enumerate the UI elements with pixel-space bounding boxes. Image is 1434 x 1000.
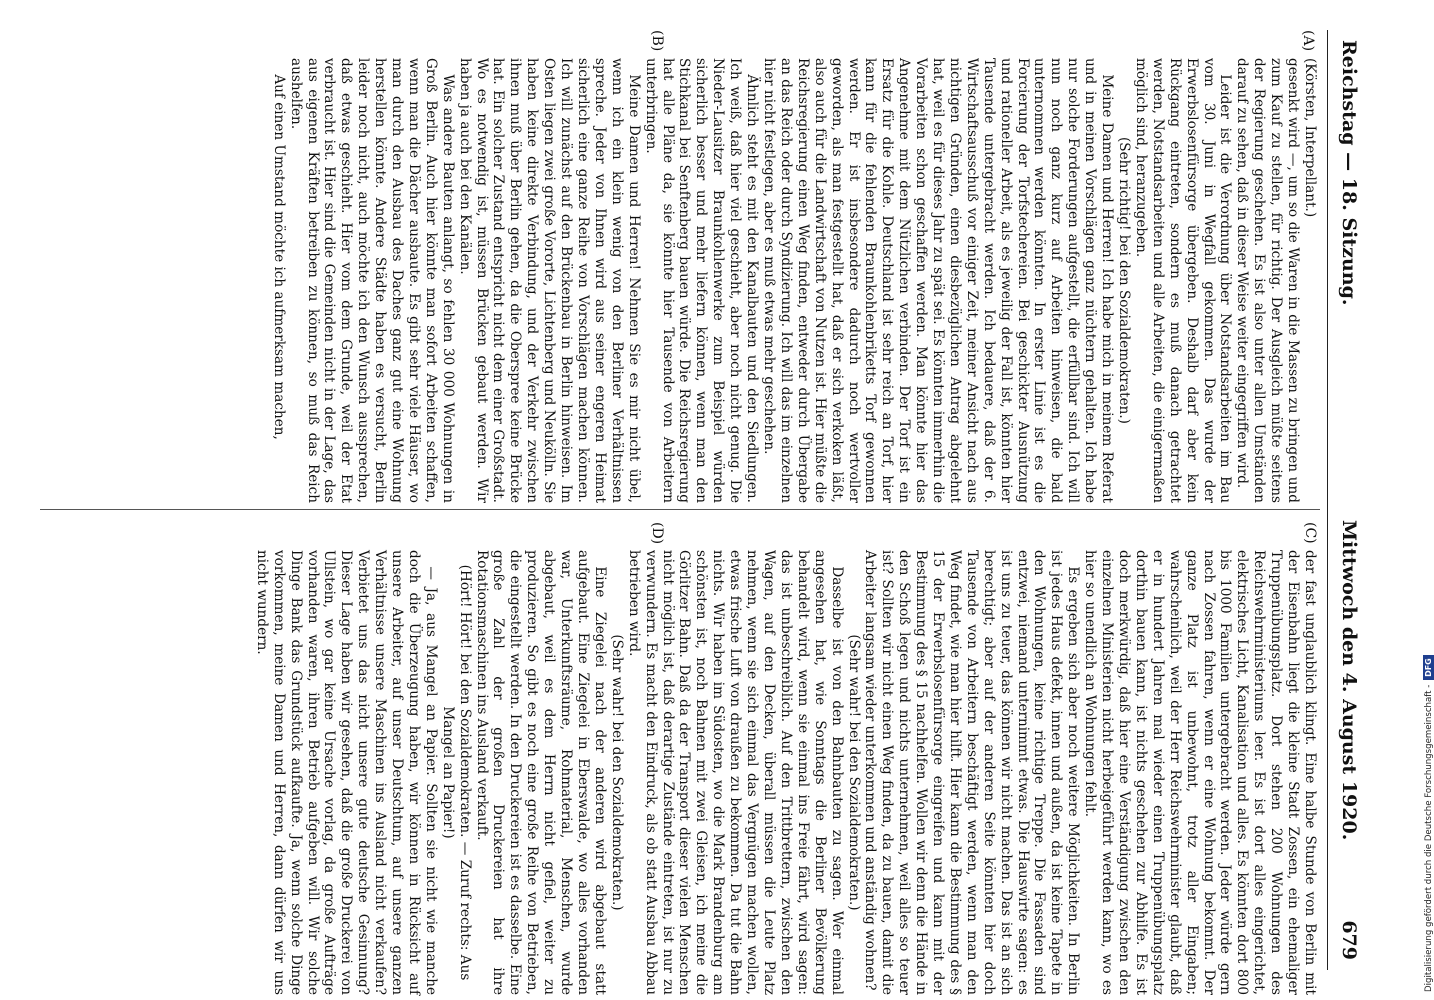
- right-column-paragraph: — Ja, aus Mangel an Papier. Sollten sie nicht wie manche doch die Überzeugung haben, wir können in Rücksicht auf unsere Arbeiter, auf unser Deutschtum, auf unsere ganzen Verhältnisse unsere Maschinen ins Ausland nicht verkaufen? Verbietet uns das nicht unsere gute deutsche Gesinnung? Dieser Lage haben wir gesehen, daß die große Druckerei von Ullstein, wo gar keine Ursache vorlag, da große Aufträge vorhanden waren, ihren Betrieb aufgeben will. Wir solche Dinge Bank das Grundstück aufkaufte. Ja, wenn solche Dinge vorkommen, meine Damen und Herren, dann dürfen wir uns nicht wundern.: [253, 550, 439, 995]
- left-column-paragraph: (Körsten, Interpellant.): [1302, 58, 1318, 218]
- margin-marker-d: (D): [649, 522, 665, 545]
- right-column-paragraph: Es ergeben sich aber noch weitere Möglichkeiten. In Berlin ist jedes Haus defekt, innen und außen, da ist keine Tapete in den Wohnungen, keine richtige Treppe. Die Fassaden sind entzwei, niemand unternimmt etwas. Die Hauswirte sagen: es ist uns zu teuer, das können wir nicht machen. Das ist an sich berechtigt; aber auf der anderen Seite könnten hier doch Tausende von Arbeitern beschäftigt werden, wenn man den Weg findet, wie man hier hilft. Hier kann die Bestimmung des § 15 der Erwerbslosenfürsorge eingreifen und kann mit der Bestimmung des § 15 nachhelfen. Wollen wir denn die Hände in den Schoß legen und nichts unternehmen, weil alles so teuer ist? Sollten wir nicht einen Weg finden, da zu bauen, damit die Arbeiter langsam wieder unterkommen und anständig wohnen?: [862, 550, 1082, 995]
- right-column-paragraph: Eine Ziegelei nach der anderen wird abgebaut statt aufgebaut. Eine Ziegelei in Eberswalde, wo alles vorhanden war, Unterkunftsräume, Rohmaterial, Menschen, wurde abgebaut, weil es dem Herrn nicht gefiel, weiter zu produzieren. So gibt es noch eine große Reihe von Betrieben, die eingestellt werden. In den Druckereien ist es dasselbe. Eine große Zahl der großen Druckereien hat ihre Rotationsmaschinen ins Ausland verkauft.: [473, 550, 608, 995]
- margin-marker-a: (A): [1300, 30, 1316, 52]
- left-column-paragraph: Ähnlich steht es mit den Kanalbauten und den Siedlungen. Ich weiß, daß hier viel geschieht, aber noch nicht genug. Die Nieder-Lausitzer Braunkohlenwerke zum Beispiel würden sicherlich besser und mehr liefern können, wenn man den Stichkanal bei Senftenberg bauen würde. Die Reichsregierung hat alle Pläne da, sie könnte hier Tausende von Arbeitern unterbringen.: [642, 58, 761, 503]
- left-column-paragraph: Leider ist die Verordnung über Notstandsarbeiten im Bau vom 30. Juni in Wegfall gekommen. Das wurde der Erwerbslosenfürsorge übergeben. Deshalb darf aber kein Rückgang eintreten, sondern es muß danach getrachtet werden, Notstandsarbeiten und alle Arbeiten, die einigermaßen möglich sind, heranzugeben.: [1132, 58, 1234, 503]
- margin-marker-b: (B): [649, 30, 665, 52]
- left-column-paragraph: gesenkt wird —, um so die Waren in die Massen zu bringen und zum Kauf zu stellen, für richtig. Der Ausgleich müßte seitens der Regierung geschehen. Es ist also unter allen Umständen darauf zu sehen, daß in dieser Weise weiter eingegriffen wird.: [1234, 58, 1302, 503]
- dfg-logo: DFG: [1423, 655, 1434, 680]
- right-column-paragraph: Dasselbe ist von den Bahnbauten zu sagen. Wer einmal angesehen hat, wie Sonntags die Berliner Bevölkerung behandelt wird, wenn sie einmal ins Freie fährt, wird sagen: das ist unbeschreiblich. Auf den Trittbrettern, zwischen den Wagen, auf den Decken, überall müssen die Leute Platz nehmen, wenn sie sich einmal das Vergnügen machen wollen, etwas frische Luft von draußen zu bekommen. Da tut die Bahn nichts. Wir haben im Südosten, wo die Mark Brandenburg am schönsten ist, noch Bahnen mit zwei Gleisen, ich meine die Görlitzer Bahn. Daß da der Transport dieser vielen Menschen nicht möglich ist, daß derartige Zustände eintreten, ist nur zu verwundern. Es macht den Eindruck, als ob statt Ausbau Abbau betrieben wird.: [625, 550, 845, 995]
- right-column-paragraph: (Sehr wahr! bei den Sozialdemokraten.): [845, 634, 862, 911]
- left-column-paragraph: Was andere Bauten anlangt, so fehlen 30 000 Wohnungen in Groß Berlin. Auch hier könnte man sofort Arbeiten schaffen, wenn man die Dächer ausbaute. Es gibt sehr viele Häuser, wo man durch den Ausbau des Daches ganz gut eine Wohnung herstellen könnte. Andere Städte haben es versucht, Berlin leider noch nicht, auch möchte ich den Wunsch aussprechen, daß etwas geschieht. Hier vom dem Grunde, weil der Etat verbraucht ist. Hier sind die Gemeinden nicht in der Lage, das aus eigenen Kräften betreiben zu können, so muß das Reich aushelfen.: [287, 58, 456, 503]
- left-column-paragraph: Auf einen Umstand möchte ich aufmerksam machen,: [270, 74, 287, 440]
- page-header-date: Mittwoch den 4. August 1920.: [1338, 520, 1360, 841]
- left-column-paragraph: Meine Damen und Herren! Ich habe mich in meinem Referat und in meinen Vorschlägen ganz nüchtern gehalten. Ich habe nur solche Forderungen aufgestellt, die erfüllbar sind. Ich will nun noch ganz kurz auf Arbeiten hinweisen, die bald unternommen werden könnten. In erster Linie ist es die Forcierung der Torfstechereien. Bei geschickter Ausnützung und rationeller Arbeit, als es jeweilig der Fall ist, könnten hier Tausende untergebracht werden. Ich bedauere, daß der 6. Wirtschaftsausschuß vor einiger Zeit, meiner Ansicht nach aus nichtigen Gründen, einen diesbezüglichen Antrag abgelehnt hat, weil es für dieses Jahr zu spät sei. Es könnten immerhin die Vorarbeiten schon geschaffen werden. Man könnte hier das Angenehme mit dem Nützlichen verbinden. Der Torf ist ein Ersatz für die Kohle. Deutschland ist sehr reich an Torf, hier kann für die fehlenden Braunkohlenbriketts Torf gewonnen werden. Er ist insbesondere dadurch noch wertvoller geworden, als man festgestellt hat, daß er sich verkoken läßt, also auch für die Landwirtschaft von Nutzen ist. Hier müßte die Reichsregierung einen Weg finden, entweder durch Übergabe an das Reich oder durch Syndizierung. Ich will das im einzelnen hier nicht festlegen, aber es muß etwas mehr geschehen.: [761, 58, 1116, 503]
- page-header-session: Reichstag — 18. Sitzung.: [1338, 40, 1360, 306]
- page-number: 679: [1338, 920, 1360, 960]
- right-column-paragraph: (Hört! Hört! bei den Sozialdemokraten. — Zuruf rechts: Aus Mangel an Papier!): [439, 564, 473, 981]
- header-rule: [1327, 30, 1328, 970]
- digitalization-notice: [1412, 8, 1434, 992]
- digitalization-text: Digitalisierung gefördert durch die Deutsche Forschungsgemeinschaft -: [1424, 684, 1434, 992]
- right-column-paragraph: (Sehr wahr! bei den Sozialdemokraten.): [608, 634, 625, 911]
- left-column-paragraph: Meine Damen und Herren! Nehmen Sie es mir nicht übel, wenn ich ein klein wenig von den Berliner Verhältnissen spreche. Jeder von Ihnen wird aus seiner engeren Heimat sicherlich eine ganze Reihe von Vorschlägen machen können. Ich will zunächst auf den Brückenbau in Berlin hinweisen. Im Osten liegen zwei große Vororte, Lichtenberg und Neukölln. Sie haben keine direkte Verbindung, und der Verkehr zwischen ihnen muß über Berlin gehen, da die Oberspree keine Brücke hat. Ein solcher Zustand entspricht nicht dem einer Großstadt. Wo es notwendig ist, müssen Brücken gebaut werden. Wir haben ja auch bei den Kanälen.: [456, 58, 642, 503]
- margin-marker-c: (C): [1302, 522, 1318, 544]
- column-divider: [40, 509, 1320, 510]
- right-column-paragraph: der fast unglaublich klingt. Eine halbe Stunde von Berlin mit der Eisenbahn liegt die kleine Stadt Zossen, ein ehemaliger Truppenübungsplatz. Dort stehen 200 Wohnungen des Reichswehrministeriums leer. Es ist dort alles eingerichtet, elektrisches Licht, Kanalisation und alles. Es könnten dort 800 bis 1000 Familien untergebracht werden. Jeder würde gern nach Zossen fahren, wenn er eine Wohnung bekommt. Der ganze Platz ist unbewohnt, trotz aller Eingaben; wahrscheinlich, weil der Herr Reichswehrminister glaubt, daß er in hundert Jahren mal wieder einen Truppenübungsplatz dorthin bauen kann, ist nichts geschehen zur Abhilfe. Es ist doch merkwürdig, daß hier eine Verständigung zwischen den einzelnen Ministerien nicht herbeigeführt werden kann, wo es hier so unendlich an Wohnungen fehlt.: [1082, 550, 1318, 995]
- right-text-column: [253, 550, 1318, 995]
- left-column-paragraph: (Sehr richtig! bei den Sozialdemokraten.): [1116, 137, 1133, 424]
- left-text-column: [270, 58, 1318, 503]
